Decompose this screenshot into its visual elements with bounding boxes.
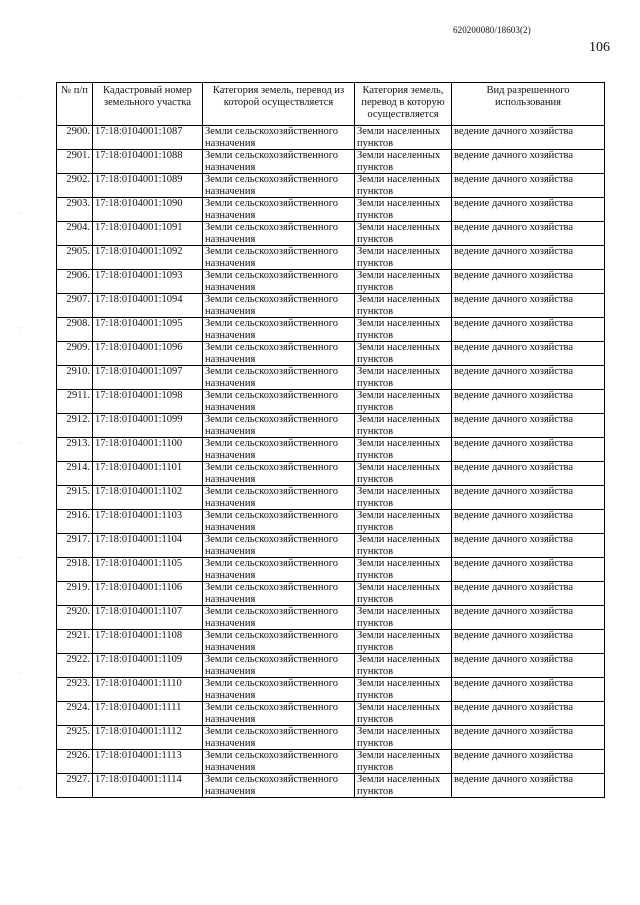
category-from: Земли сельскохозяйственного назначения	[203, 558, 355, 582]
permitted-use: ведение дачного хозяйства	[452, 486, 605, 510]
table-row	[57, 294, 605, 318]
scan-mark: ·.·	[18, 95, 24, 102]
category-from: Земли сельскохозяйственного назначения	[203, 702, 355, 726]
table-row	[57, 198, 605, 222]
row-number: 2911.	[57, 390, 93, 414]
row-number: 2910.	[57, 366, 93, 390]
permitted-use: ведение дачного хозяйства	[452, 198, 605, 222]
table-row	[57, 630, 605, 654]
scan-mark: ·.·	[18, 670, 24, 677]
cadastral-number: 17:18:0104001:1109	[93, 654, 203, 678]
table-row	[57, 678, 605, 702]
row-number: 2903.	[57, 198, 93, 222]
table-row	[57, 462, 605, 486]
row-number: 2922.	[57, 654, 93, 678]
document-code: 620200080/18603(2)	[453, 25, 531, 35]
category-from: Земли сельскохозяйственного назначения	[203, 366, 355, 390]
category-from: Земли сельскохозяйственного назначения	[203, 246, 355, 270]
table-row	[57, 342, 605, 366]
cadastral-number: 17:18:0104001:1087	[93, 126, 203, 150]
table-row	[57, 390, 605, 414]
category-to: Земли населенных пунктов	[355, 630, 452, 654]
category-from: Земли сельскохозяйственного назначения	[203, 342, 355, 366]
category-from: Земли сельскохозяйственного назначения	[203, 438, 355, 462]
category-to: Земли населенных пунктов	[355, 510, 452, 534]
column-header-cadastral: Кадастровый номер земельного участка	[93, 83, 203, 126]
cadastral-number: 17:18:0104001:1093	[93, 270, 203, 294]
table-row	[57, 486, 605, 510]
category-to: Земли населенных пунктов	[355, 390, 452, 414]
cadastral-number: 17:18:0104001:1114	[93, 774, 203, 798]
table-body	[57, 126, 605, 798]
permitted-use: ведение дачного хозяйства	[452, 438, 605, 462]
row-number: 2914.	[57, 462, 93, 486]
category-to: Земли населенных пунктов	[355, 606, 452, 630]
permitted-use: ведение дачного хозяйства	[452, 510, 605, 534]
row-number: 2923.	[57, 678, 93, 702]
category-from: Земли сельскохозяйственного назначения	[203, 270, 355, 294]
category-to: Земли населенных пунктов	[355, 678, 452, 702]
category-from: Земли сельскохозяйственного назначения	[203, 534, 355, 558]
table-row	[57, 774, 605, 798]
table-row	[57, 558, 605, 582]
row-number: 2901.	[57, 150, 93, 174]
category-to: Земли населенных пунктов	[355, 294, 452, 318]
category-from: Земли сельскохозяйственного назначения	[203, 414, 355, 438]
category-to: Земли населенных пунктов	[355, 198, 452, 222]
cadastral-number: 17:18:0104001:1113	[93, 750, 203, 774]
table-row	[57, 510, 605, 534]
row-number: 2913.	[57, 438, 93, 462]
category-from: Земли сельскохозяйственного назначения	[203, 174, 355, 198]
table-row	[57, 726, 605, 750]
cadastral-number: 17:18:0104001:1112	[93, 726, 203, 750]
column-header-permitted-use: Вид разрешенного использования	[452, 83, 605, 126]
cadastral-number: 17:18:0104001:1091	[93, 222, 203, 246]
row-number: 2916.	[57, 510, 93, 534]
cadastral-number: 17:18:0104001:1098	[93, 390, 203, 414]
cadastral-number: 17:18:0104001:1100	[93, 438, 203, 462]
category-to: Земли населенных пунктов	[355, 174, 452, 198]
row-number: 2908.	[57, 318, 93, 342]
column-header-number: № п/п	[57, 83, 93, 126]
permitted-use: ведение дачного хозяйства	[452, 654, 605, 678]
row-number: 2920.	[57, 606, 93, 630]
table-row	[57, 174, 605, 198]
table-row	[57, 270, 605, 294]
row-number: 2927.	[57, 774, 93, 798]
category-to: Земли населенных пунктов	[355, 726, 452, 750]
category-to: Земли населенных пунктов	[355, 126, 452, 150]
cadastral-number: 17:18:0104001:1088	[93, 150, 203, 174]
land-transfer-table	[56, 82, 605, 798]
permitted-use: ведение дачного хозяйства	[452, 174, 605, 198]
permitted-use: ведение дачного хозяйства	[452, 726, 605, 750]
permitted-use: ведение дачного хозяйства	[452, 318, 605, 342]
category-from: Земли сельскохозяйственного назначения	[203, 462, 355, 486]
category-from: Земли сельскохозяйственного назначения	[203, 678, 355, 702]
permitted-use: ведение дачного хозяйства	[452, 414, 605, 438]
header-row	[57, 83, 605, 126]
cadastral-number: 17:18:0104001:1095	[93, 318, 203, 342]
table-row	[57, 246, 605, 270]
row-number: 2909.	[57, 342, 93, 366]
table-row	[57, 126, 605, 150]
category-to: Земли населенных пунктов	[355, 750, 452, 774]
category-from: Земли сельскохозяйственного назначения	[203, 654, 355, 678]
row-number: 2915.	[57, 486, 93, 510]
category-to: Земли населенных пунктов	[355, 486, 452, 510]
table-row	[57, 654, 605, 678]
row-number: 2904.	[57, 222, 93, 246]
category-from: Земли сельскохозяйственного назначения	[203, 726, 355, 750]
scan-mark: ·.·	[18, 210, 24, 217]
permitted-use: ведение дачного хозяйства	[452, 390, 605, 414]
category-to: Земли населенных пунктов	[355, 414, 452, 438]
row-number: 2924.	[57, 702, 93, 726]
permitted-use: ведение дачного хозяйства	[452, 774, 605, 798]
category-from: Земли сельскохозяйственного назначения	[203, 294, 355, 318]
category-from: Земли сельскохозяйственного назначения	[203, 318, 355, 342]
category-to: Земли населенных пунктов	[355, 774, 452, 798]
category-to: Земли населенных пунктов	[355, 462, 452, 486]
permitted-use: ведение дачного хозяйства	[452, 534, 605, 558]
table-row	[57, 534, 605, 558]
category-from: Земли сельскохозяйственного назначения	[203, 222, 355, 246]
permitted-use: ведение дачного хозяйства	[452, 366, 605, 390]
cadastral-number: 17:18:0104001:1111	[93, 702, 203, 726]
cadastral-number: 17:18:0104001:1090	[93, 198, 203, 222]
table-row	[57, 582, 605, 606]
row-number: 2906.	[57, 270, 93, 294]
row-number: 2918.	[57, 558, 93, 582]
permitted-use: ведение дачного хозяйства	[452, 150, 605, 174]
permitted-use: ведение дачного хозяйства	[452, 462, 605, 486]
table-row	[57, 606, 605, 630]
cadastral-number: 17:18:0104001:1097	[93, 366, 203, 390]
permitted-use: ведение дачного хозяйства	[452, 270, 605, 294]
cadastral-number: 17:18:0104001:1107	[93, 606, 203, 630]
category-from: Земли сельскохозяйственного назначения	[203, 630, 355, 654]
category-to: Земли населенных пунктов	[355, 246, 452, 270]
cadastral-number: 17:18:0104001:1110	[93, 678, 203, 702]
category-to: Земли населенных пунктов	[355, 342, 452, 366]
category-from: Земли сельскохозяйственного назначения	[203, 510, 355, 534]
category-to: Земли населенных пунктов	[355, 558, 452, 582]
category-from: Земли сельскохозяйственного назначения	[203, 774, 355, 798]
category-to: Земли населенных пунктов	[355, 366, 452, 390]
category-to: Земли населенных пунктов	[355, 150, 452, 174]
permitted-use: ведение дачного хозяйства	[452, 606, 605, 630]
cadastral-number: 17:18:0104001:1106	[93, 582, 203, 606]
permitted-use: ведение дачного хозяйства	[452, 342, 605, 366]
permitted-use: ведение дачного хозяйства	[452, 558, 605, 582]
cadastral-number: 17:18:0104001:1105	[93, 558, 203, 582]
cadastral-number: 17:18:0104001:1092	[93, 246, 203, 270]
table-row	[57, 750, 605, 774]
row-number: 2902.	[57, 174, 93, 198]
table-row	[57, 150, 605, 174]
row-number: 2926.	[57, 750, 93, 774]
table-row	[57, 414, 605, 438]
page-number: 106	[589, 40, 610, 55]
permitted-use: ведение дачного хозяйства	[452, 630, 605, 654]
category-to: Земли населенных пунктов	[355, 270, 452, 294]
table-row	[57, 366, 605, 390]
cadastral-number: 17:18:0104001:1099	[93, 414, 203, 438]
category-to: Земли населенных пунктов	[355, 582, 452, 606]
permitted-use: ведение дачного хозяйства	[452, 222, 605, 246]
table-row	[57, 702, 605, 726]
row-number: 2925.	[57, 726, 93, 750]
permitted-use: ведение дачного хозяйства	[452, 126, 605, 150]
category-from: Земли сельскохозяйственного назначения	[203, 150, 355, 174]
row-number: 2907.	[57, 294, 93, 318]
row-number: 2919.	[57, 582, 93, 606]
category-to: Земли населенных пунктов	[355, 318, 452, 342]
category-from: Земли сельскохозяйственного назначения	[203, 750, 355, 774]
category-to: Земли населенных пунктов	[355, 534, 452, 558]
cadastral-number: 17:18:0104001:1104	[93, 534, 203, 558]
row-number: 2912.	[57, 414, 93, 438]
cadastral-number: 17:18:0104001:1094	[93, 294, 203, 318]
column-header-category-from: Категория земель, перевод из которой осуществляется	[203, 83, 355, 126]
scan-mark: ·.·	[18, 555, 24, 562]
category-to: Земли населенных пунктов	[355, 654, 452, 678]
cadastral-number: 17:18:0104001:1101	[93, 462, 203, 486]
scan-mark: ·.·	[18, 785, 24, 792]
row-number: 2905.	[57, 246, 93, 270]
cadastral-number: 17:18:0104001:1089	[93, 174, 203, 198]
row-number: 2917.	[57, 534, 93, 558]
scan-mark: ·.·	[18, 325, 24, 332]
table-row	[57, 222, 605, 246]
category-from: Земли сельскохозяйственного назначения	[203, 390, 355, 414]
row-number: 2900.	[57, 126, 93, 150]
category-from: Земли сельскохозяйственного назначения	[203, 606, 355, 630]
margin-scan-marks	[0, 0, 40, 905]
permitted-use: ведение дачного хозяйства	[452, 246, 605, 270]
category-from: Земли сельскохозяйственного назначения	[203, 486, 355, 510]
row-number: 2921.	[57, 630, 93, 654]
category-to: Земли населенных пунктов	[355, 702, 452, 726]
category-from: Земли сельскохозяйственного назначения	[203, 126, 355, 150]
table-row	[57, 318, 605, 342]
category-from: Земли сельскохозяйственного назначения	[203, 582, 355, 606]
permitted-use: ведение дачного хозяйства	[452, 582, 605, 606]
table-header	[57, 83, 605, 126]
permitted-use: ведение дачного хозяйства	[452, 678, 605, 702]
column-header-category-to: Категория земель, перевод в которую осуществляется	[355, 83, 452, 126]
cadastral-number: 17:18:0104001:1108	[93, 630, 203, 654]
category-from: Земли сельскохозяйственного назначения	[203, 198, 355, 222]
cadastral-number: 17:18:0104001:1102	[93, 486, 203, 510]
cadastral-number: 17:18:0104001:1103	[93, 510, 203, 534]
permitted-use: ведение дачного хозяйства	[452, 702, 605, 726]
table-row	[57, 438, 605, 462]
category-to: Земли населенных пунктов	[355, 438, 452, 462]
cadastral-number: 17:18:0104001:1096	[93, 342, 203, 366]
category-to: Земли населенных пунктов	[355, 222, 452, 246]
scan-mark: ·.·	[18, 440, 24, 447]
permitted-use: ведение дачного хозяйства	[452, 294, 605, 318]
permitted-use: ведение дачного хозяйства	[452, 750, 605, 774]
